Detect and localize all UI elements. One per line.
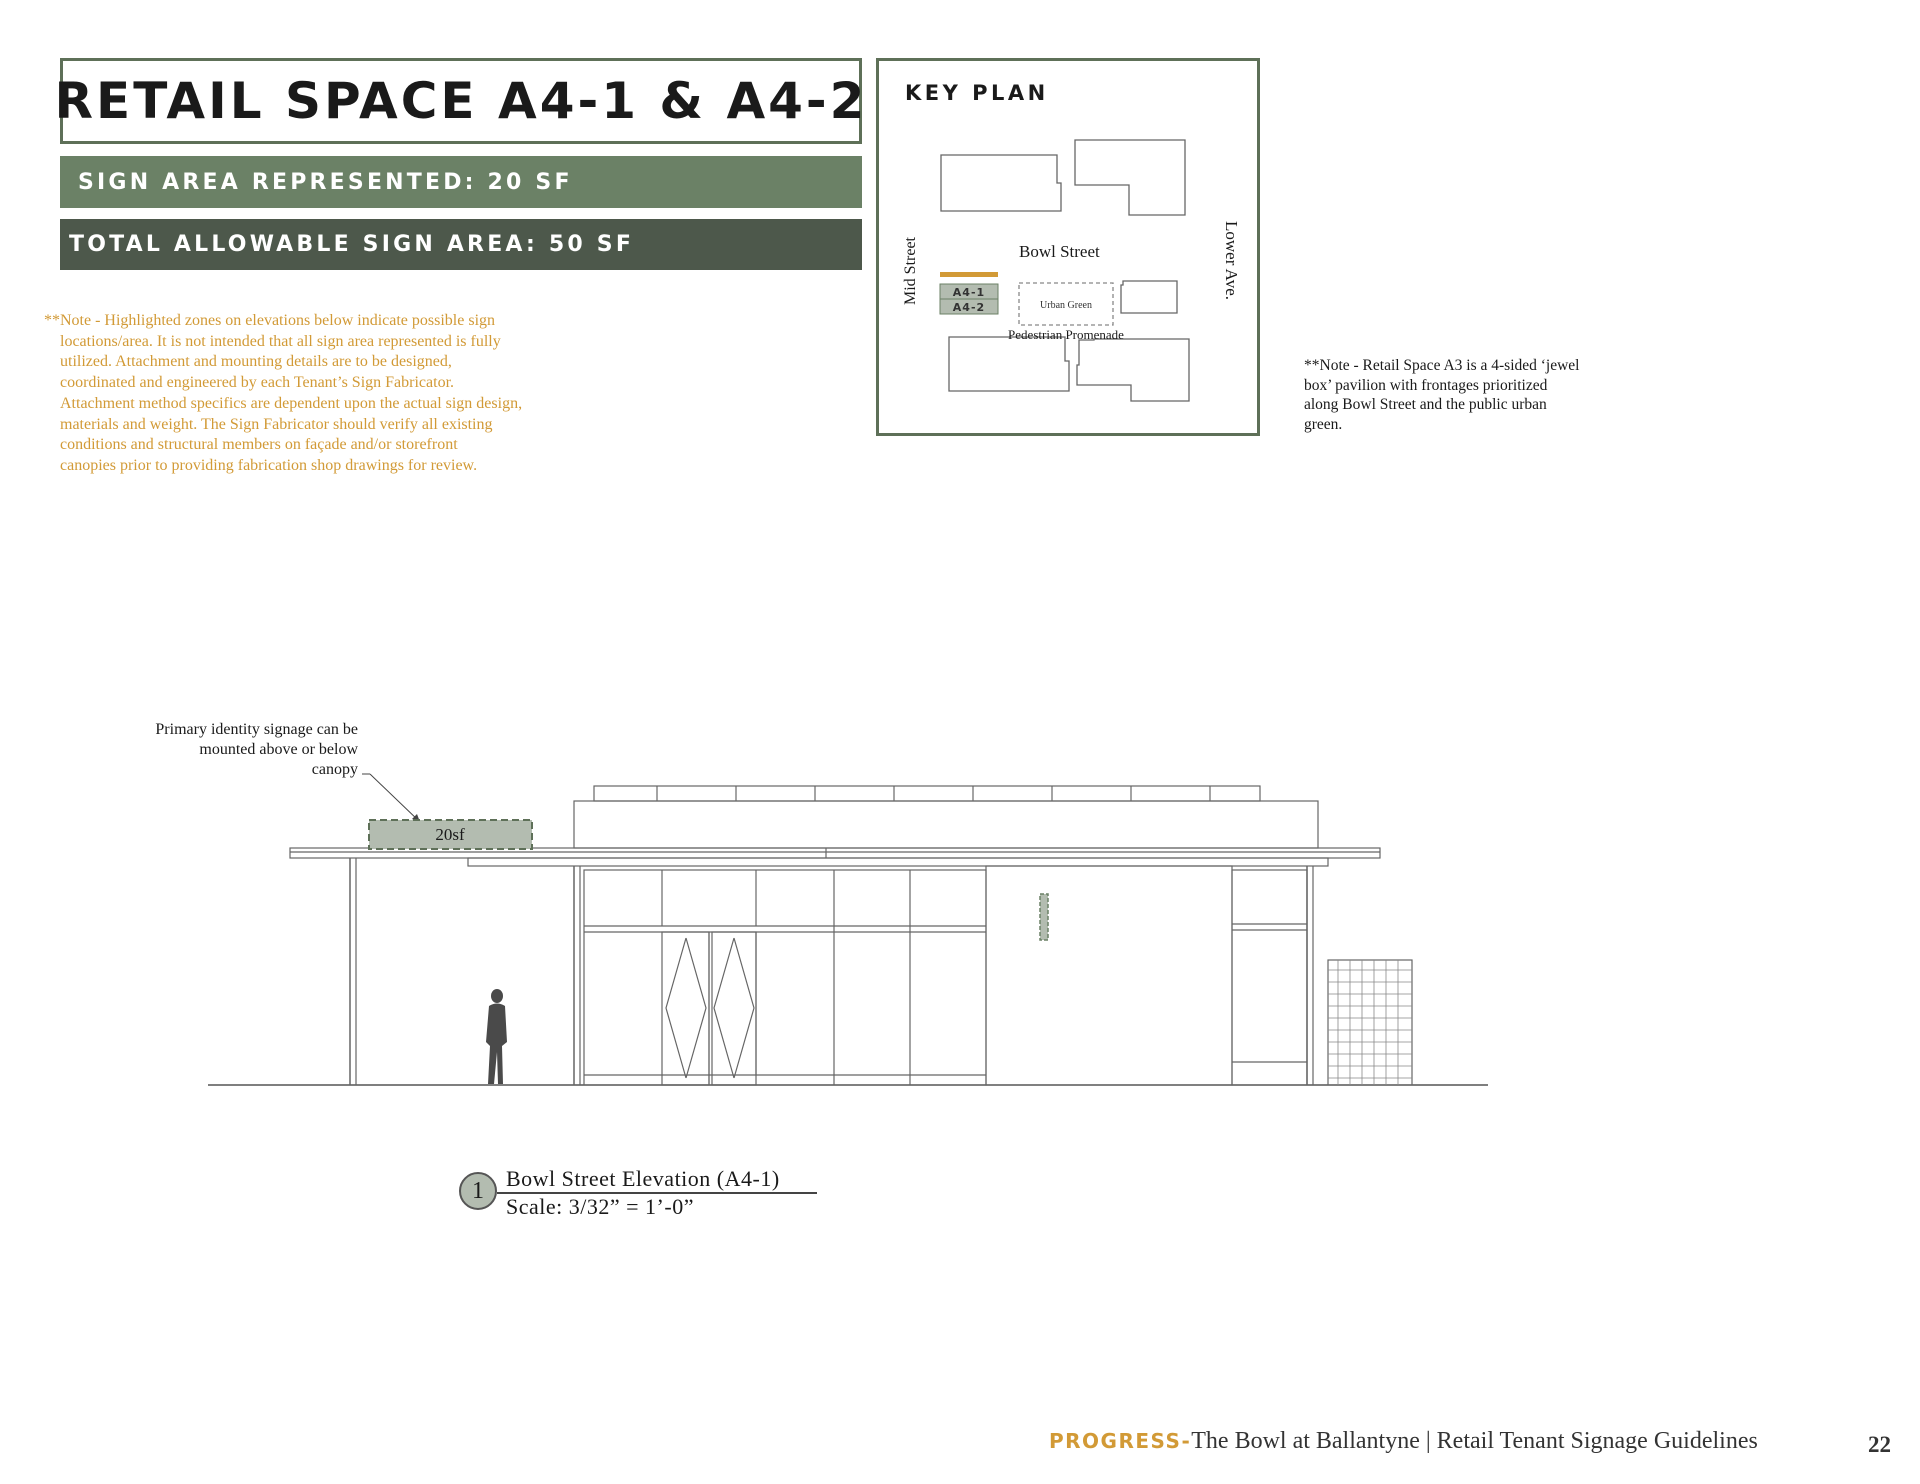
note-line: materials and weight. The Sign Fabricator should verify all existing: [60, 415, 493, 433]
total-allowable-sign-area-bar: TOTAL ALLOWABLE SIGN AREA: 50 SF: [60, 219, 862, 270]
building-outline: [949, 337, 1069, 391]
callout-line: canopy: [311, 760, 358, 778]
callout-leader: [370, 774, 420, 822]
page-number: 22: [1868, 1432, 1891, 1457]
breeze-block-pattern: [1328, 960, 1412, 1085]
entry-door: [712, 932, 756, 1085]
side-window: [1232, 870, 1307, 1085]
pedestrian-silhouette: [486, 989, 507, 1084]
page-title-box: [54, 58, 868, 144]
bowl-street-elevation: [0, 770, 1920, 1100]
callout-line: mounted above or below: [199, 740, 358, 758]
note-line: conditions and structural members on façade and/or storefront: [60, 436, 458, 454]
sign-area-represented-bar: SIGN AREA REPRESENTED: 20 SF: [60, 156, 862, 208]
key-plan: [876, 58, 1260, 436]
building-outline: [941, 155, 1061, 211]
sign-zone-label: 20sf: [435, 825, 465, 844]
drawing-scale: Scale: 3/32” = 1’-0”: [506, 1194, 694, 1219]
highlight-bar: [940, 272, 998, 277]
key-plan-map: [879, 61, 1257, 433]
note-line: locations/area. It is not intended that all sign area represented is fully: [60, 332, 501, 350]
drawing-number: 1: [459, 1172, 497, 1210]
footer: [1049, 1428, 1758, 1455]
sign-area-note: [44, 311, 644, 477]
entry-door: [662, 932, 709, 1085]
soffit: [468, 858, 1328, 866]
pedestrian-promenade-label: Pedestrian Promenade: [1008, 327, 1124, 342]
page-title: RETAIL SPACE A4-1 & A4-2: [54, 72, 868, 130]
building-outline: [1075, 140, 1185, 215]
storefront: [584, 870, 986, 1085]
building-outline: [1121, 281, 1177, 313]
note-line: coordinated and engineered by each Tenant’s Sign Fabricator.: [60, 374, 455, 392]
note-line: green.: [1304, 415, 1343, 433]
rooftop-panels: [594, 786, 1260, 801]
note-line: canopies prior to providing fabrication shop drawings for review.: [60, 456, 478, 474]
parapet-wall: [574, 801, 1318, 848]
callout-line: Primary identity signage can be: [155, 721, 358, 738]
note-line: **Note - Retail Space A3 is a 4-sided ‘jewel: [1304, 357, 1580, 374]
urban-green-label: Urban Green: [1040, 300, 1092, 311]
drawing-title: Bowl Street Elevation (A4-1): [506, 1166, 780, 1191]
retail-space-a3-note: [1304, 356, 1634, 434]
footer-progress: PROGRESS-: [1049, 1429, 1192, 1453]
mid-street-label: Mid Street: [902, 237, 919, 305]
footer-title: The Bowl at Ballantyne | Retail Tenant Signage Guidelines: [1191, 1428, 1758, 1454]
note-line: box’ pavilion with frontages prioritized: [1304, 376, 1548, 394]
unit-a4-1-label: A4-1: [952, 286, 986, 299]
lower-ave-label: Lower Ave.: [1222, 221, 1241, 300]
unit-a4-2-label: A4-2: [952, 301, 986, 314]
building-outline: [1077, 339, 1189, 401]
note-line: Attachment method specifics are dependent upon the actual sign design,: [60, 394, 523, 412]
note-line: **Note - Highlighted zones on elevations below indicate possible sign: [44, 312, 496, 329]
bowl-street-label: Bowl Street: [1019, 242, 1100, 261]
solid-wall: [986, 866, 1232, 1085]
key-plan-title: KEY PLAN: [905, 81, 1049, 105]
blade-sign-zone: [1040, 894, 1048, 940]
note-line: along Bowl Street and the public urban: [1304, 396, 1547, 413]
note-line: utilized. Attachment and mounting details are to be designed,: [60, 353, 452, 371]
